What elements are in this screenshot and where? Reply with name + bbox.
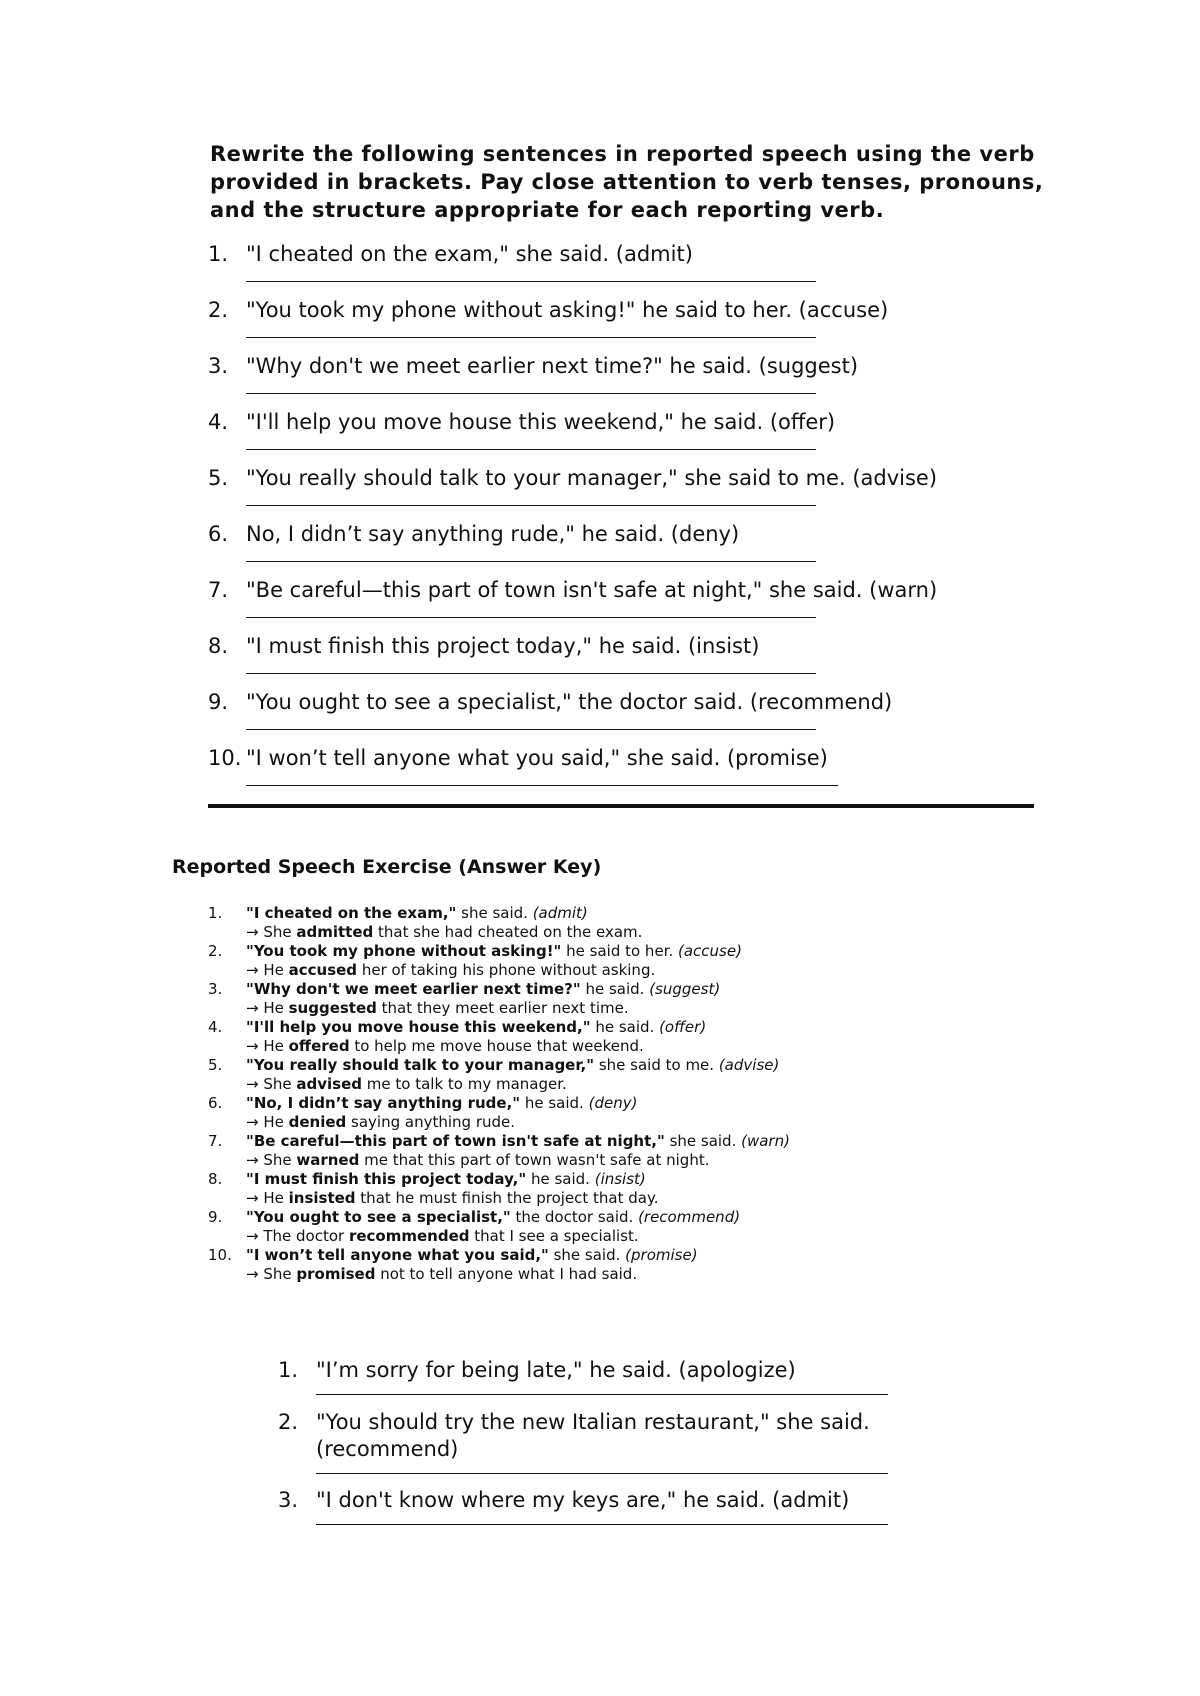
exercise-item [208, 409, 1008, 465]
answer-key-question [246, 1208, 740, 1227]
answer-verb: advised [296, 1075, 362, 1093]
answer-suffix: saying anything rude. [346, 1113, 516, 1131]
answer-key-list [208, 904, 1028, 1284]
quoted-speech: "I'll help you move house this weekend," [246, 1018, 591, 1036]
answer-key-answer [246, 1151, 709, 1170]
reporting-verb: (offer) [659, 1018, 707, 1036]
extra-exercise-item [278, 1357, 938, 1409]
exercise-sentence: "I cheated on the exam," she said. (admit) [246, 242, 693, 266]
answer-blank-line [246, 617, 816, 618]
quoted-speech: "I must finish this project today," [246, 1170, 527, 1188]
answer-verb: suggested [288, 999, 377, 1017]
answer-key-number: 7. [208, 1132, 223, 1150]
answer-prefix: → He [246, 1037, 289, 1055]
exercise-sentence: No, I didn’t say anything rude," he said. (deny) [246, 522, 740, 546]
speaker-text: she said. [548, 1246, 626, 1264]
answer-verb: admitted [296, 923, 374, 941]
answer-key-question [246, 980, 720, 999]
answer-prefix: → She [246, 1265, 297, 1283]
answer-key-answer [246, 923, 642, 942]
answer-blank-line [246, 785, 838, 786]
speaker-text: he said. [580, 980, 650, 998]
exercise-number: 5. [208, 466, 229, 490]
extra-exercise-number: 3. [278, 1488, 299, 1512]
answer-verb: recommended [348, 1227, 470, 1245]
reporting-verb: (suggest) [649, 980, 721, 998]
reporting-verb: (insist) [594, 1170, 646, 1188]
answer-prefix: → He [246, 1189, 289, 1207]
answer-key-question [246, 1056, 779, 1075]
answer-key-question [246, 1246, 698, 1265]
reporting-verb: (promise) [625, 1246, 698, 1264]
answer-verb: promised [296, 1265, 376, 1283]
speaker-text: she said to me. [594, 1056, 719, 1074]
exercise-number: 7. [208, 578, 229, 602]
exercise-number: 6. [208, 522, 229, 546]
answer-key-number: 1. [208, 904, 223, 922]
answer-key-number: 2. [208, 942, 223, 960]
exercise-number: 2. [208, 298, 229, 322]
answer-key-item [208, 1132, 1028, 1170]
answer-blank-line [246, 393, 816, 394]
speaker-text: he said. [590, 1018, 660, 1036]
reporting-verb: (warn) [741, 1132, 790, 1150]
exercise-item [208, 633, 1008, 689]
answer-key-number: 10. [208, 1246, 232, 1264]
speaker-text: he said. [526, 1170, 595, 1188]
quoted-speech: "No, I didn’t say anything rude," [246, 1094, 521, 1112]
answer-key-item [208, 1056, 1028, 1094]
quoted-speech: "Why don't we meet earlier next time?" [246, 980, 581, 998]
exercise-number: 10. [208, 746, 242, 770]
answer-prefix: → He [246, 999, 289, 1017]
exercise-item [208, 465, 1008, 521]
answer-key-question [246, 1094, 637, 1113]
answer-key-item [208, 942, 1028, 980]
instructions-text: Rewrite the following sentences in reported speech using the verb provided in brackets. Pay close attention to verb tenses, pronouns, and the structure appropriate for each reporting verb. [210, 142, 1044, 222]
answer-blank-line [316, 1394, 888, 1395]
answer-key-answer [246, 961, 655, 980]
speaker-text: she said. [664, 1132, 742, 1150]
extra-exercise-number: 1. [278, 1358, 299, 1382]
answer-key-question [246, 942, 742, 961]
extra-exercise-sentence: "You should try the new Italian restaurant," she said. (recommend) [316, 1410, 870, 1461]
answer-prefix: → He [246, 1113, 289, 1131]
reporting-verb: (deny) [588, 1094, 638, 1112]
exercise-sentence: "You took my phone without asking!" he said to her. (accuse) [246, 298, 889, 322]
extra-exercise-item [278, 1487, 938, 1539]
exercise-number: 8. [208, 634, 229, 658]
answer-key-question [246, 904, 588, 923]
answer-verb: denied [288, 1113, 347, 1131]
exercise-list [208, 241, 1008, 801]
answer-key-item [208, 1094, 1028, 1132]
quoted-speech: "I won’t tell anyone what you said," [246, 1246, 549, 1264]
answer-key-item [208, 1246, 1028, 1284]
speaker-text: he said. [520, 1094, 589, 1112]
reporting-verb: (accuse) [678, 942, 742, 960]
answer-key-number: 9. [208, 1208, 223, 1226]
extra-exercise-list [278, 1357, 938, 1539]
answer-key-answer [246, 1037, 644, 1056]
quoted-speech: "You really should talk to your manager," [246, 1056, 595, 1074]
exercise-item [208, 577, 1008, 633]
answer-verb: offered [288, 1037, 350, 1055]
answer-verb: insisted [288, 1189, 356, 1207]
answer-blank-line [246, 561, 816, 562]
reporting-verb: (recommend) [638, 1208, 741, 1226]
answer-verb: accused [288, 961, 358, 979]
answer-blank-line [316, 1473, 888, 1474]
answer-suffix: that she had cheated on the exam. [373, 923, 643, 941]
answer-suffix: to help me move house that weekend. [349, 1037, 644, 1055]
answer-key-number: 8. [208, 1170, 223, 1188]
exercise-number: 1. [208, 242, 229, 266]
speaker-text: he said to her. [561, 942, 678, 960]
answer-blank-line [246, 337, 816, 338]
answer-prefix: → She [246, 923, 297, 941]
extra-exercise-item [278, 1409, 938, 1487]
quoted-speech: "You took my phone without asking!" [246, 942, 562, 960]
exercise-item [208, 353, 1008, 409]
answer-suffix: me that this part of town wasn't safe at night. [359, 1151, 710, 1169]
answer-key-question [246, 1018, 706, 1037]
reporting-verb: (advise) [718, 1056, 780, 1074]
answer-key-number: 4. [208, 1018, 223, 1036]
exercise-sentence: "Why don't we meet earlier next time?" he said. (suggest) [246, 354, 859, 378]
extra-exercise-number: 2. [278, 1410, 299, 1434]
section-divider [208, 804, 1034, 808]
answer-prefix: → She [246, 1151, 297, 1169]
exercise-item [208, 745, 1008, 801]
exercise-sentence: "Be careful—this part of town isn't safe at night," she said. (warn) [246, 578, 938, 602]
answer-key-answer [246, 999, 629, 1018]
answer-suffix: me to talk to my manager. [362, 1075, 567, 1093]
answer-suffix: not to tell anyone what I had said. [375, 1265, 638, 1283]
answer-suffix: that they meet earlier next time. [376, 999, 629, 1017]
answer-key-item [208, 980, 1028, 1018]
exercise-number: 9. [208, 690, 229, 714]
answer-key-answer [246, 1113, 515, 1132]
answer-key-number: 6. [208, 1094, 223, 1112]
exercise-item [208, 689, 1008, 745]
speaker-text: the doctor said. [510, 1208, 639, 1226]
exercise-sentence: "You ought to see a specialist," the doctor said. (recommend) [246, 690, 893, 714]
answer-prefix: → She [246, 1075, 297, 1093]
exercise-item [208, 521, 1008, 577]
exercise-sentence: "I won’t tell anyone what you said," she said. (promise) [246, 746, 828, 770]
answer-blank-line [246, 729, 816, 730]
answer-key-item [208, 1018, 1028, 1056]
answer-key-item [208, 904, 1028, 942]
extra-exercise-sentence: "I don't know where my keys are," he said. (admit) [316, 1488, 850, 1512]
answer-blank-line [246, 505, 816, 506]
answer-key-item [208, 1170, 1028, 1208]
answer-prefix: → He [246, 961, 289, 979]
answer-key-number: 3. [208, 980, 223, 998]
quoted-speech: "Be careful—this part of town isn't safe at night," [246, 1132, 665, 1150]
answer-prefix: → The doctor [246, 1227, 349, 1245]
exercise-sentence: "I must finish this project today," he said. (insist) [246, 634, 760, 658]
exercise-sentence: "You really should talk to your manager," she said to me. (advise) [246, 466, 938, 490]
answer-suffix: that I see a specialist. [469, 1227, 639, 1245]
speaker-text: she said. [456, 904, 533, 922]
exercise-sentence: "I'll help you move house this weekend," he said. (offer) [246, 410, 836, 434]
answer-suffix: her of taking his phone without asking. [357, 961, 656, 979]
answer-key-answer [246, 1227, 639, 1246]
answer-blank-line [246, 281, 816, 282]
exercise-item [208, 297, 1008, 353]
quoted-speech: "I cheated on the exam," [246, 904, 457, 922]
answer-blank-line [246, 673, 816, 674]
answer-key-answer [246, 1075, 567, 1094]
extra-exercise-sentence: "I’m sorry for being late," he said. (apologize) [316, 1358, 796, 1382]
answer-blank-line [246, 449, 816, 450]
exercise-number: 3. [208, 354, 229, 378]
answer-verb: warned [296, 1151, 360, 1169]
reporting-verb: (admit) [532, 904, 588, 922]
exercise-number: 4. [208, 410, 229, 434]
answer-key-answer [246, 1265, 637, 1284]
answer-key-answer [246, 1189, 659, 1208]
answer-key-item [208, 1208, 1028, 1246]
answer-key-title: Reported Speech Exercise (Answer Key) [172, 856, 602, 878]
answer-blank-line [316, 1524, 888, 1525]
answer-suffix: that he must finish the project that day. [355, 1189, 659, 1207]
exercise-item [208, 241, 1008, 297]
answer-key-question [246, 1170, 646, 1189]
quoted-speech: "You ought to see a specialist," [246, 1208, 511, 1226]
answer-key-number: 5. [208, 1056, 223, 1074]
answer-key-question [246, 1132, 790, 1151]
